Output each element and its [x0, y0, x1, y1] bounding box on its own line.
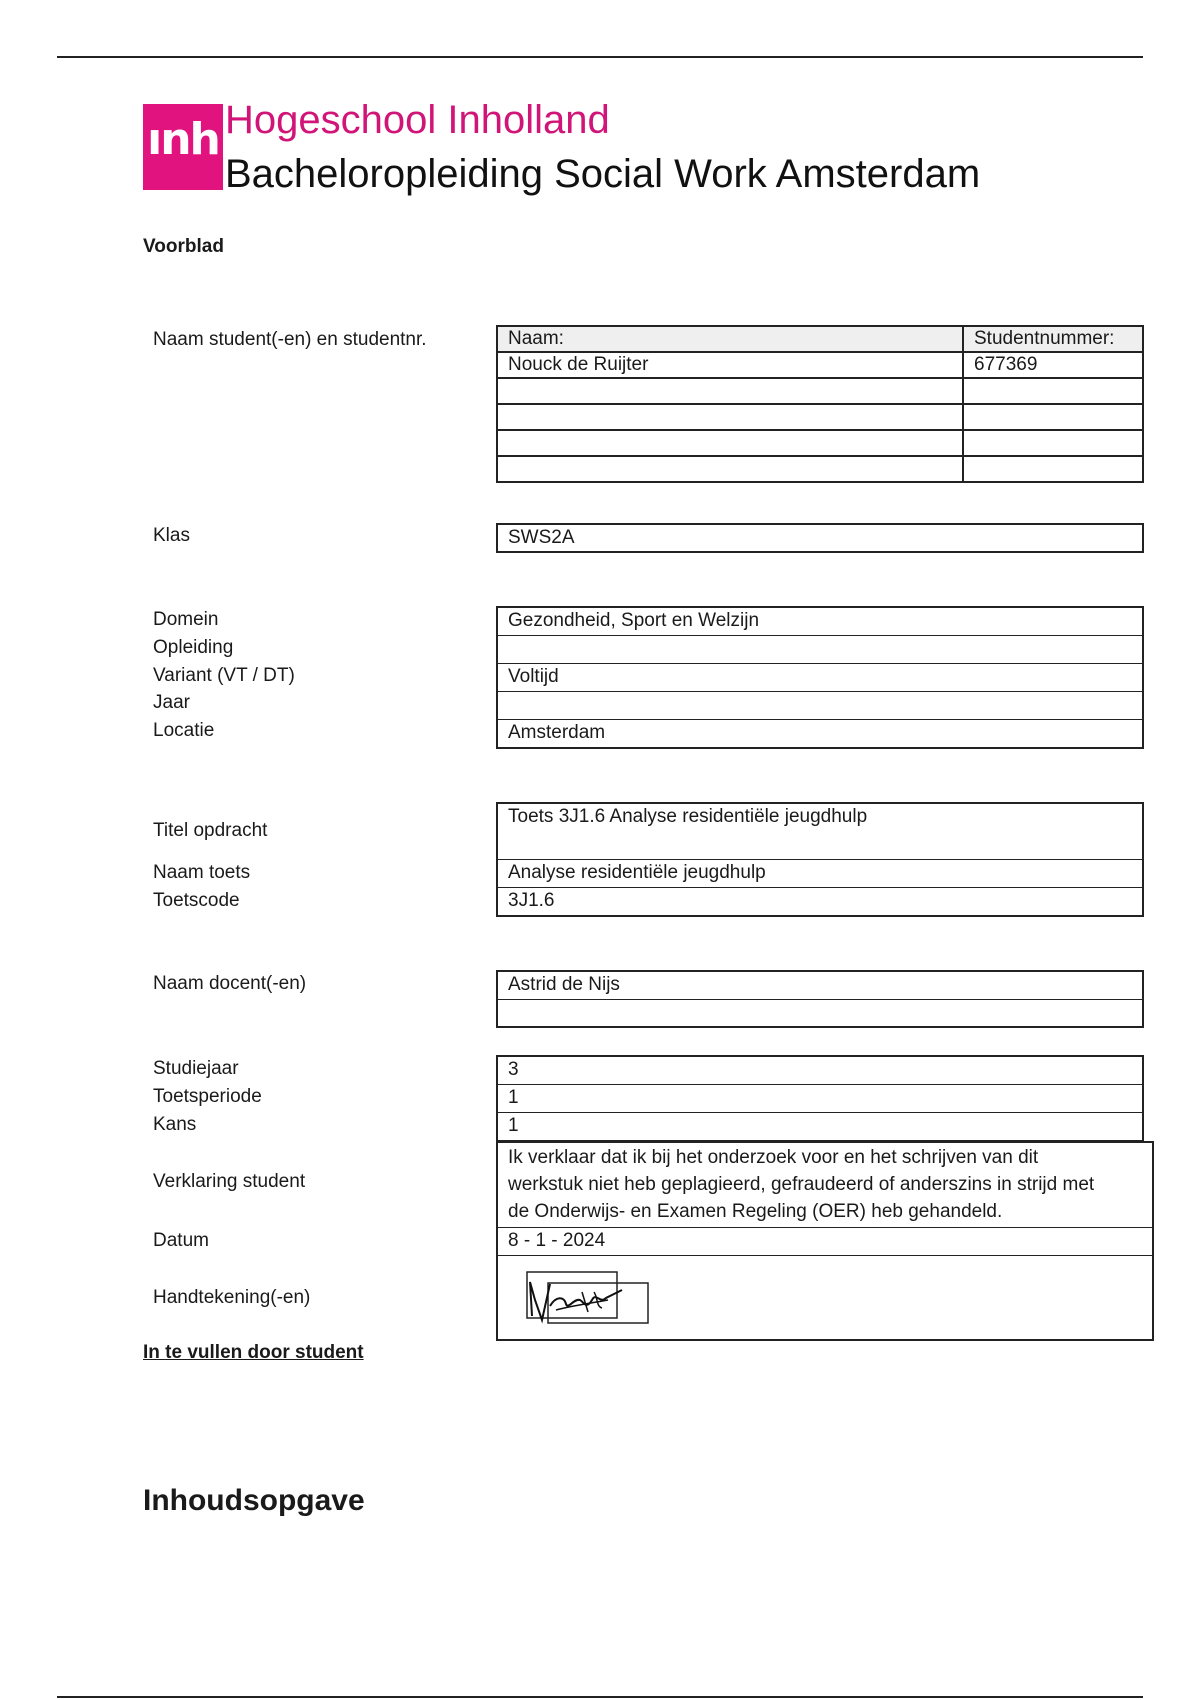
label-toetscode: Toetscode — [153, 890, 240, 911]
declaration-box — [496, 1141, 1154, 1341]
naam-toets-field[interactable]: Analyse residentiële jeugdhulp — [498, 860, 1142, 888]
docent-box — [496, 970, 1144, 1028]
student-name[interactable]: Nouck de Ruijter — [497, 352, 963, 378]
table-row — [497, 404, 1143, 430]
header-name: Naam: — [497, 326, 963, 352]
opleiding-field[interactable] — [498, 636, 1142, 664]
student-number[interactable]: 677369 — [963, 352, 1143, 378]
period-box — [496, 1055, 1144, 1142]
table-row — [497, 456, 1143, 482]
label-domein: Domein — [153, 609, 219, 630]
table-row — [497, 430, 1143, 456]
student-number[interactable] — [963, 456, 1143, 482]
toetscode-field[interactable]: 3J1.6 — [508, 890, 555, 911]
student-number[interactable] — [963, 378, 1143, 404]
verklaring-text — [498, 1143, 1152, 1228]
label-handtekening: Handtekening(-en) — [153, 1287, 311, 1308]
students-table — [496, 325, 1144, 483]
label-docent: Naam docent(-en) — [153, 973, 307, 994]
student-name[interactable] — [497, 378, 963, 404]
kans-field[interactable]: 1 — [508, 1115, 519, 1136]
jaar-field[interactable] — [498, 692, 1142, 720]
top-rule — [57, 56, 1143, 58]
domein-field[interactable]: Gezondheid, Sport en Welzijn — [498, 608, 1142, 636]
student-name[interactable] — [497, 456, 963, 482]
student-number[interactable] — [963, 430, 1143, 456]
signature-field[interactable] — [498, 1256, 1152, 1339]
program-name: Bacheloropleiding Social Work Amsterdam — [225, 152, 981, 196]
student-name[interactable] — [497, 430, 963, 456]
section-title: Voorblad — [143, 236, 224, 257]
domain-box — [496, 606, 1144, 749]
label-kans: Kans — [153, 1114, 197, 1135]
label-locatie: Locatie — [153, 720, 215, 741]
klas-box — [496, 523, 1144, 553]
docent-field-2[interactable] — [498, 1000, 1142, 1028]
klas-field[interactable]: SWS2A — [508, 527, 575, 548]
label-verklaring: Verklaring student — [153, 1171, 306, 1192]
student-name[interactable] — [497, 404, 963, 430]
label-studiejaar: Studiejaar — [153, 1058, 239, 1079]
toetsperiode-field[interactable]: 1 — [498, 1085, 1142, 1113]
label-klas: Klas — [153, 525, 190, 546]
student-number[interactable] — [963, 404, 1143, 430]
label-students: Naam student(-en) en studentnr. — [153, 329, 427, 350]
school-name: Hogeschool Inholland — [225, 98, 610, 142]
label-jaar: Jaar — [153, 692, 190, 713]
locatie-field[interactable]: Amsterdam — [508, 722, 606, 743]
datum-field[interactable]: 8 - 1 - 2024 — [498, 1228, 1152, 1256]
verklaring-line-1: Ik verklaar dat ik bij het onderzoek voor en het schrijven van dit — [508, 1147, 1039, 1168]
variant-field[interactable]: Voltijd — [498, 664, 1142, 692]
inholland-logo — [143, 104, 223, 190]
label-toetsperiode: Toetsperiode — [153, 1086, 262, 1107]
titel-field[interactable]: Toets 3J1.6 Analyse residentiële jeugdhulp — [498, 804, 1142, 860]
logo-text: ınh — [147, 114, 219, 165]
label-opleiding: Opleiding — [153, 637, 234, 658]
studiejaar-field[interactable]: 3 — [498, 1057, 1142, 1085]
table-row — [497, 352, 1143, 378]
table-row — [497, 378, 1143, 404]
label-variant: Variant (VT / DT) — [153, 665, 295, 686]
bottom-rule — [57, 1696, 1143, 1698]
fill-in-note: In te vullen door student — [143, 1342, 364, 1363]
verklaring-line-2: werkstuk niet heb geplagieerd, gefraudeerd of anderszins in strijd met — [508, 1174, 1095, 1195]
toc-title: Inhoudsopgave — [143, 1484, 365, 1517]
verklaring-line-3: de Onderwijs- en Examen Regeling (OER) heb gehandeld. — [508, 1201, 1003, 1222]
assignment-box — [496, 802, 1144, 917]
docent-field-1[interactable]: Astrid de Nijs — [498, 972, 1142, 1000]
signature-image — [526, 1270, 666, 1330]
label-datum: Datum — [153, 1230, 209, 1251]
students-header-row — [497, 326, 1143, 352]
header-number: Studentnummer: — [963, 326, 1143, 352]
label-naam-toets: Naam toets — [153, 862, 251, 883]
label-titel: Titel opdracht — [153, 820, 268, 841]
